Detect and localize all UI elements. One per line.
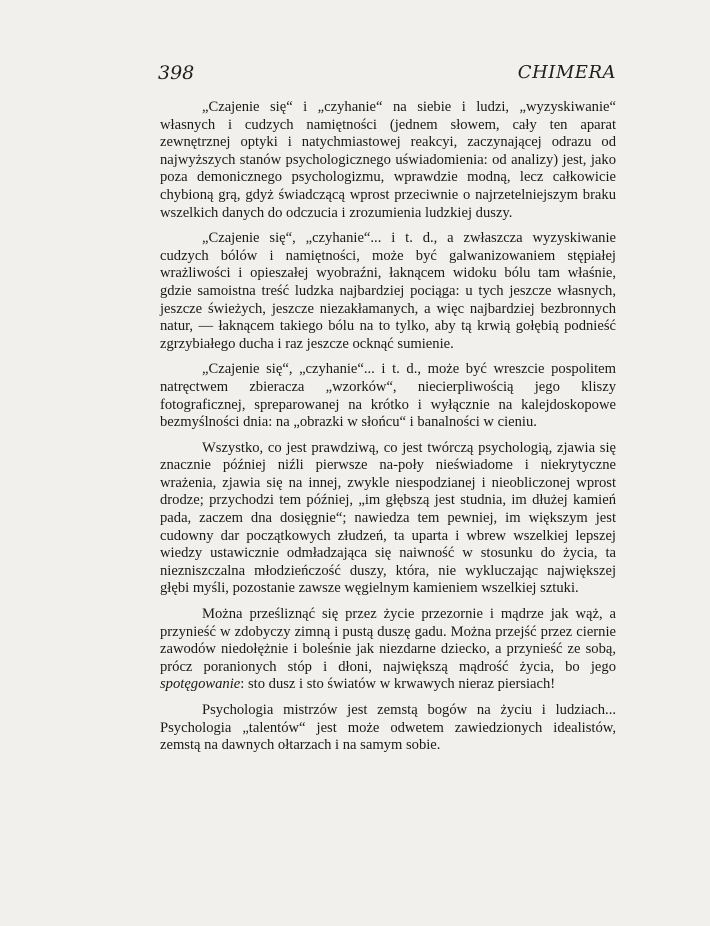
journal-title: CHIMERA [517,62,616,83]
paragraph-1: „Czajenie się“ i „czyhanie“ na siebie i ludzi, „wyzyskiwanie“ własnych i cudzych namiętności (jednem słowem, cały ten aparat zewnętrznej optyki i natychmiastowej reakcyi, zaczynającej odrazu od najwyższych stanów psychologicznego uświadomienia: od analizy) jest, jako poza demonicznego psychologizmu, wprawdzie modną, lecz całkowicie chybioną grą, gdyż świadczącą wprost przeciwnie o najrzetelniejszym braku wszelkich danych do odczucia i zrozumienia ludzkiej duszy. [160,99,616,221]
page-number: 398 [158,62,195,84]
emphasized-word: spotęgowanie [160,676,241,693]
paragraph-5-text-end: : sto dusz i sto światów w krwawych nieraz piersiach! [240,676,556,693]
paragraph-6: Psychologia mistrzów jest zemstą bogów na życiu i ludziach... Psychologia „talentów“ jest może odwetem zawiedzionych idealistów, zemstą na dawnych ołtarzach i na samym sobie. [160,702,616,754]
paragraph-3: „Czajenie się“, „czyhanie“... i t. d., może być wreszcie pospolitem natręctwem zbieracza „wzorków“, niecierpliwością jego kliszy fotograficznej, spreparowanej na krótko i wyłącznie na kalejdoskopowe bezmyślności dnia: na „obrazki w słońcu“ i banalności w cieniu. [160,361,616,431]
paragraph-5-text-start: Można prześliznąć się przez życie przezornie i mądrze jak wąż, a przynieść w zdobyczy zimną i pustą duszę gadu. Można przejść przez ciernie zawodów niedołężnie i boleśnie jak niezdarne dziecko, a przynieść ze sobą, prócz poranionych stóp i dłoni, największą mądrość życia, bo jego [160,606,616,675]
paragraph-2: „Czajenie się“, „czyhanie“... i t. d., a zwłaszcza wyzyskiwanie cudzych bólów i namiętności, może być galwanizowaniem stępiałej wrażliwości i opieszałej wyobraźni, łaknącem widoku bólu tam właśnie, gdzie samoistna treść ludzka najbardziej pociąga: u tych jeszcze własnych, jeszcze świeżych, jeszcze niezakłamanych, a więc najbardziej bezbronnych natur, — łaknącem takiego bólu na to tylko, aby tą krwią gołębią podnieść zgrzybiałego ducha i raz jeszcze ocknąć sumienie. [160,230,616,352]
body-text [160,99,616,755]
running-head [158,62,616,86]
paragraph-5 [160,606,616,694]
paragraph-4: Wszystko, co jest prawdziwą, co jest twórczą psychologią, zjawia się znacznie później niźli pierwsze na-poły nieświadome i niekrytyczne wrażenia, zjawia się na innej, zwykle niespodzianej i nieobliczonej wprost drodze; przychodzi tem później, „im głębszą jest studnia, im dłużej kamień pada, zaczem dna dosięgnie“; nawiedza tem pewniej, im większym jest cudowny dar początkowych złudzeń, ta uparta i wbrew wszelkiej lepszej wiedzy ustawicznie odmładzająca się naiwność w stosunku do życia, ta niezniszczalna młodzieńczość duszy, która, nie wykluczając największej głębi myśli, pozostanie zawsze węgielnym kamieniem wszelkiej sztuki. [160,439,616,597]
